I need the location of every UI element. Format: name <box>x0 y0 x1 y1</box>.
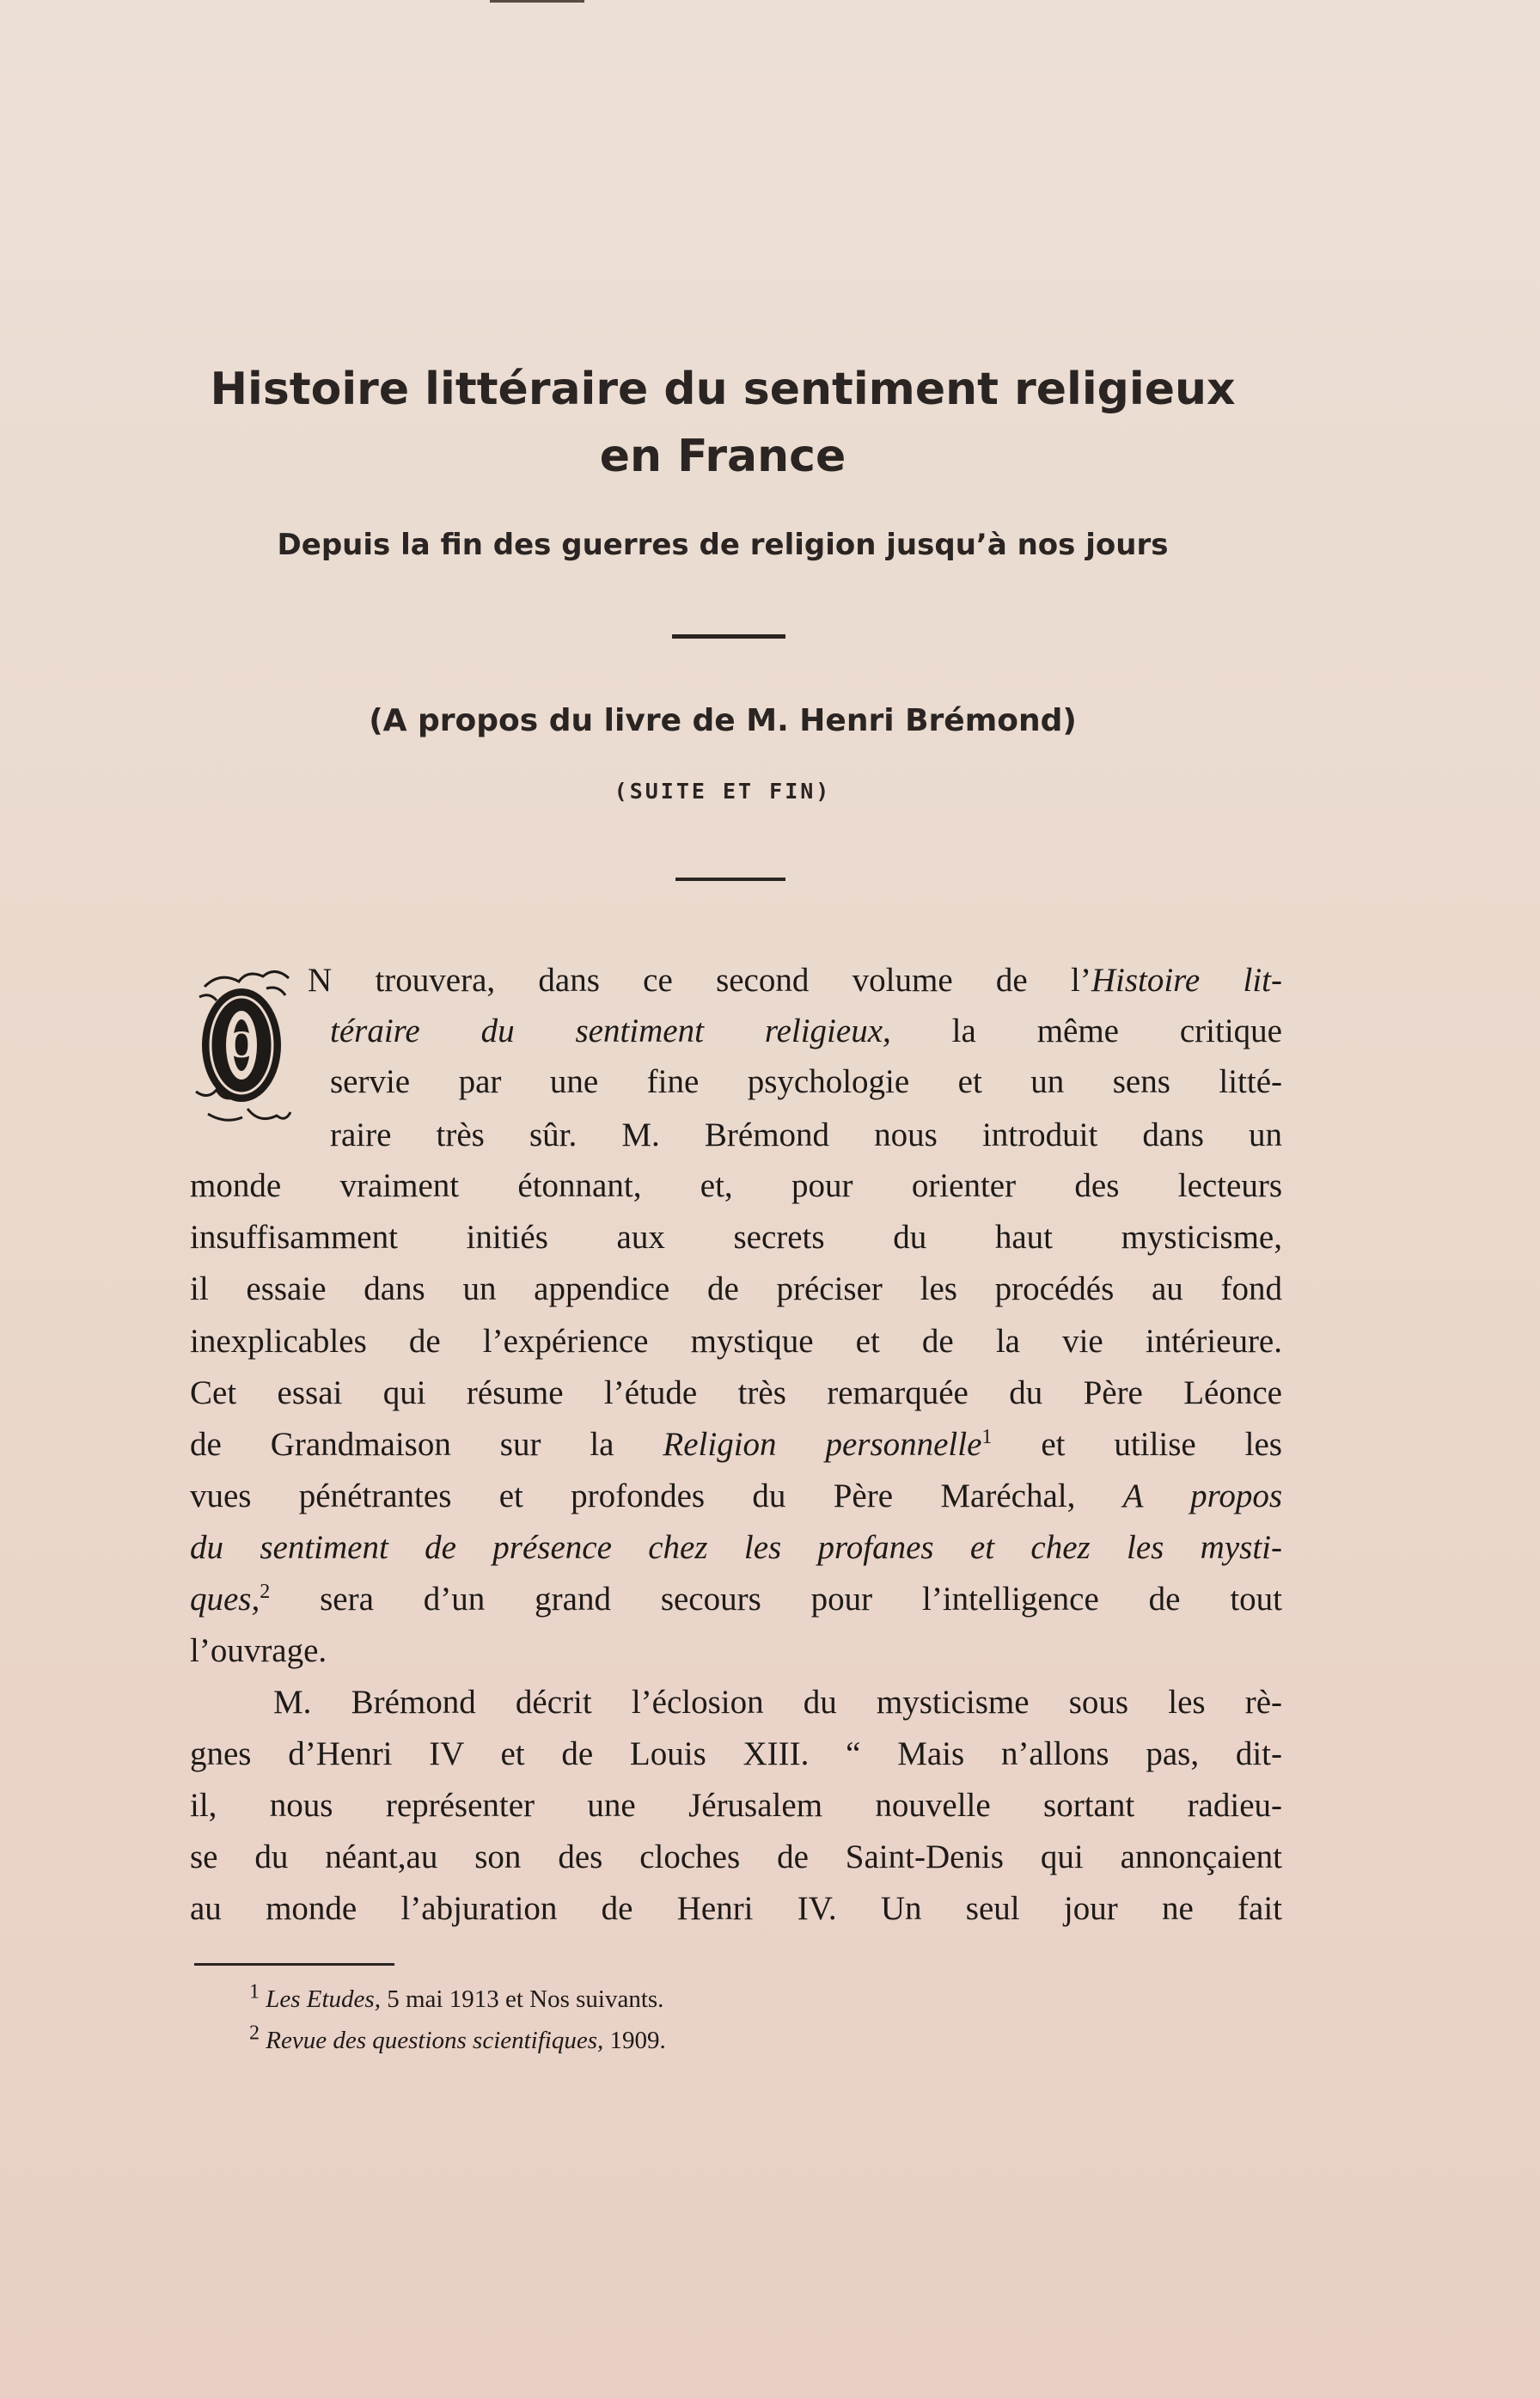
footnote-2: $^2$ Revue des questions scientifiques, 1909. <box>249 2022 666 2054</box>
dropcap-letter: O <box>226 1025 257 1066</box>
body-line-14: l’ouvrage. <box>190 1632 327 1669</box>
body-line-9: Cet essai qui résume l’étude très remarquée du Père Léonce <box>190 1374 1282 1411</box>
body-line-1: N trouvera, dans ce second volume de l’Histoire lit- <box>308 962 1282 999</box>
body-line-10: de Grandmaison sur la Religion personnelle$^1$ et utilise les <box>190 1426 1282 1463</box>
top-edge-mark <box>490 0 584 3</box>
title-line-2: en France <box>599 431 846 482</box>
body-line-2: téraire du sentiment religieux, la même critique <box>330 1012 1282 1049</box>
footnote-separator <box>194 1963 394 1966</box>
body-line-11: vues pénétrantes et profondes du Père Maréchal, A propos <box>190 1477 1282 1514</box>
body-line-18: se du néant,au son des cloches de Saint-Denis qui annonçaient <box>190 1838 1282 1875</box>
subtitle: Depuis la fin des guerres de religion jusqu’à nos jours <box>277 528 1169 562</box>
ornamental-rule-top <box>672 634 785 639</box>
body-line-13: ques,$^2$ sera d’un grand secours pour l’intelligence de tout <box>190 1581 1282 1618</box>
body-line-17: il, nous représenter une Jérusalem nouvelle sortant radieu- <box>190 1787 1282 1824</box>
body-line-3: servie par une fine psychologie et un sens litté- <box>330 1063 1282 1100</box>
body-line-8: inexplicables de l’expérience mystique et de la vie intérieure. <box>190 1323 1282 1360</box>
dropcap-o-icon <box>187 963 296 1135</box>
body-line-7: il essaie dans un appendice de préciser les procédés au fond <box>190 1270 1282 1307</box>
ornamental-rule-bottom <box>675 878 785 881</box>
book-reference: (A propos du livre de M. Henri Brémond) <box>369 703 1077 738</box>
body-line-15: M. Brémond décrit l’éclosion du mysticisme sous les rè- <box>273 1684 1282 1721</box>
body-line-4: raire très sûr. M. Brémond nous introduit dans un <box>330 1116 1282 1153</box>
body-line-6: insuffisamment initiés aux secrets du haut mysticisme, <box>190 1219 1282 1256</box>
continuation-note: (SUITE ET FIN) <box>614 779 832 804</box>
body-line-19: au monde l’abjuration de Henri IV. Un seul jour ne fait <box>190 1890 1282 1927</box>
body-line-12: du sentiment de présence chez les profanes et chez les mysti- <box>190 1529 1282 1566</box>
title-line-1: Histoire littéraire du sentiment religieux <box>210 364 1236 415</box>
body-line-16: gnes d’Henri IV et de Louis XIII. “ Mais n’allons pas, dit- <box>190 1735 1282 1772</box>
footnote-1: $^1$ Les Etudes, 5 mai 1913 et Nos suivants. <box>249 1980 664 2013</box>
body-line-5: monde vraiment étonnant, et, pour orienter des lecteurs <box>190 1167 1282 1204</box>
